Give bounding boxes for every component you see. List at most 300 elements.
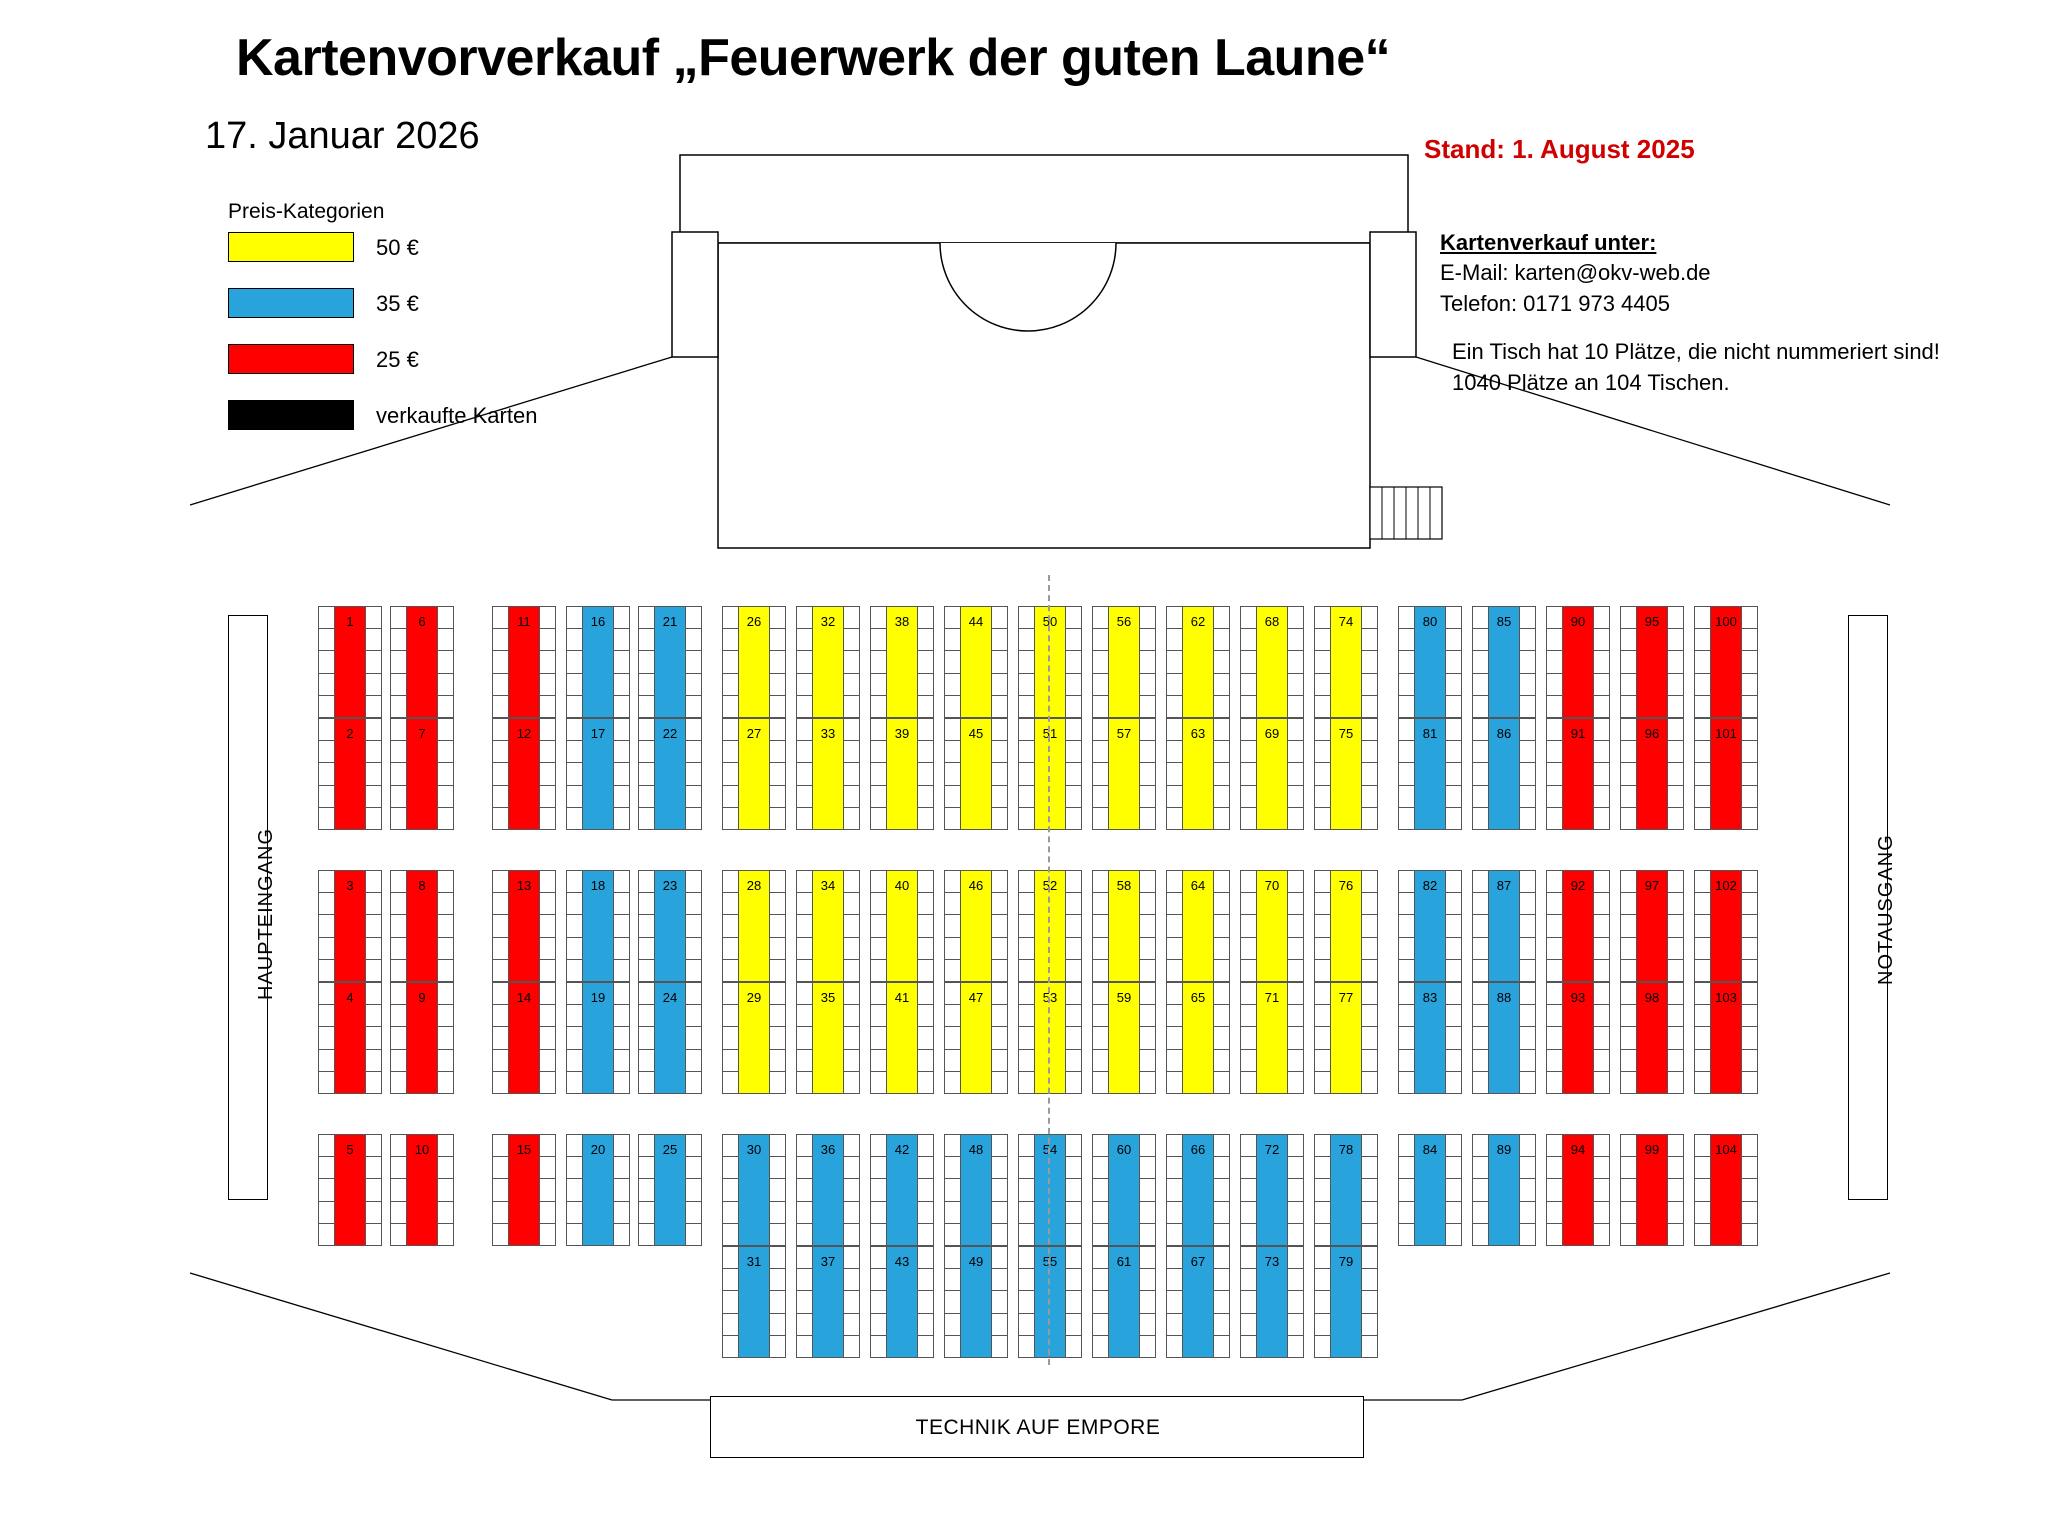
seat-cell[interactable] (1288, 808, 1303, 829)
seat-cell[interactable] (1241, 763, 1256, 785)
seat-cell[interactable] (391, 763, 406, 785)
table-unit[interactable] (638, 982, 702, 1094)
table-unit[interactable] (1472, 870, 1536, 982)
table-body[interactable] (1034, 871, 1065, 981)
seat-cell[interactable] (1093, 1050, 1108, 1072)
seat-cell[interactable] (1019, 719, 1034, 741)
table-unit[interactable] (1018, 1246, 1082, 1358)
table-unit[interactable] (870, 718, 934, 830)
table-unit[interactable] (870, 982, 934, 1094)
seat-cell[interactable] (319, 871, 334, 893)
seat-cell[interactable] (844, 1336, 859, 1357)
table-body[interactable] (582, 871, 613, 981)
seat-cell[interactable] (1520, 1005, 1535, 1027)
table-body[interactable] (406, 607, 437, 717)
seat-cell[interactable] (1241, 1135, 1256, 1157)
table-unit[interactable] (1018, 606, 1082, 718)
table-body[interactable] (886, 983, 917, 1093)
seat-cell[interactable] (1695, 651, 1710, 673)
seat-cell[interactable] (540, 1179, 555, 1201)
table-unit[interactable] (390, 870, 454, 982)
table-unit[interactable] (566, 982, 630, 1094)
seat-cell[interactable] (723, 1050, 738, 1072)
table-body[interactable] (1562, 983, 1593, 1093)
seat-cell[interactable] (1140, 893, 1155, 915)
seat-cell[interactable] (1362, 1005, 1377, 1027)
seat-cell[interactable] (366, 719, 381, 741)
seat-cell[interactable] (1621, 674, 1636, 696)
seat-cell[interactable] (493, 808, 508, 829)
seat-cell[interactable] (992, 741, 1007, 763)
seat-cell[interactable] (1019, 1135, 1034, 1157)
seat-cell[interactable] (945, 871, 960, 893)
seat-cell[interactable] (871, 915, 886, 937)
seat-cell[interactable] (319, 763, 334, 785)
seat-cell[interactable] (992, 983, 1007, 1005)
seat-cell[interactable] (1399, 871, 1414, 893)
seat-cell[interactable] (1594, 915, 1609, 937)
seat-cell[interactable] (1167, 1269, 1182, 1291)
seat-cell[interactable] (1214, 696, 1229, 717)
seat-cell[interactable] (614, 741, 629, 763)
seat-cell[interactable] (1668, 1157, 1683, 1179)
seat-cell[interactable] (493, 1202, 508, 1224)
seat-cell[interactable] (366, 763, 381, 785)
seat-cell[interactable] (1399, 674, 1414, 696)
seat-cell[interactable] (871, 871, 886, 893)
seat-cell[interactable] (639, 696, 654, 717)
seat-cell[interactable] (1315, 1291, 1330, 1313)
seat-cell[interactable] (1362, 1202, 1377, 1224)
seat-cell[interactable] (1520, 763, 1535, 785)
seat-cell[interactable] (391, 1027, 406, 1049)
table-unit[interactable] (390, 1134, 454, 1246)
seat-cell[interactable] (1742, 893, 1757, 915)
seat-cell[interactable] (438, 1050, 453, 1072)
table-unit[interactable] (722, 606, 786, 718)
seat-cell[interactable] (438, 1027, 453, 1049)
seat-cell[interactable] (871, 674, 886, 696)
seat-cell[interactable] (723, 1269, 738, 1291)
seat-cell[interactable] (844, 1314, 859, 1336)
table-unit[interactable] (1240, 1134, 1304, 1246)
table-unit[interactable] (318, 982, 382, 1094)
seat-cell[interactable] (1241, 651, 1256, 673)
seat-cell[interactable] (871, 1050, 886, 1072)
table-body[interactable] (508, 607, 539, 717)
table-body[interactable] (960, 871, 991, 981)
table-unit[interactable] (566, 1134, 630, 1246)
seat-cell[interactable] (1315, 915, 1330, 937)
seat-cell[interactable] (366, 960, 381, 981)
seat-cell[interactable] (1167, 1247, 1182, 1269)
seat-cell[interactable] (493, 1005, 508, 1027)
seat-cell[interactable] (1742, 1027, 1757, 1049)
seat-cell[interactable] (1695, 629, 1710, 651)
seat-cell[interactable] (1362, 1336, 1377, 1357)
seat-cell[interactable] (1214, 1202, 1229, 1224)
seat-cell[interactable] (639, 1135, 654, 1157)
seat-cell[interactable] (1547, 960, 1562, 981)
seat-cell[interactable] (871, 983, 886, 1005)
seat-cell[interactable] (723, 1291, 738, 1313)
seat-cell[interactable] (1167, 808, 1182, 829)
seat-cell[interactable] (1594, 1050, 1609, 1072)
seat-cell[interactable] (1214, 629, 1229, 651)
seat-cell[interactable] (438, 1072, 453, 1093)
table-unit[interactable] (390, 606, 454, 718)
seat-cell[interactable] (391, 1157, 406, 1179)
seat-cell[interactable] (1019, 983, 1034, 1005)
seat-cell[interactable] (1473, 741, 1488, 763)
seat-cell[interactable] (319, 741, 334, 763)
seat-cell[interactable] (493, 1027, 508, 1049)
table-unit[interactable] (722, 982, 786, 1094)
seat-cell[interactable] (1066, 1135, 1081, 1157)
seat-cell[interactable] (918, 1247, 933, 1269)
seat-cell[interactable] (1288, 1247, 1303, 1269)
table-body[interactable] (812, 1135, 843, 1245)
seat-cell[interactable] (1288, 1269, 1303, 1291)
seat-cell[interactable] (723, 1336, 738, 1357)
seat-cell[interactable] (1315, 1157, 1330, 1179)
seat-cell[interactable] (844, 1157, 859, 1179)
seat-cell[interactable] (1140, 1247, 1155, 1269)
seat-cell[interactable] (1167, 696, 1182, 717)
seat-cell[interactable] (871, 786, 886, 808)
seat-cell[interactable] (1066, 674, 1081, 696)
table-unit[interactable] (1092, 1134, 1156, 1246)
seat-cell[interactable] (1742, 674, 1757, 696)
seat-cell[interactable] (639, 1224, 654, 1245)
seat-cell[interactable] (567, 651, 582, 673)
seat-cell[interactable] (319, 938, 334, 960)
seat-cell[interactable] (639, 983, 654, 1005)
seat-cell[interactable] (366, 674, 381, 696)
seat-cell[interactable] (844, 1224, 859, 1245)
seat-cell[interactable] (871, 651, 886, 673)
seat-cell[interactable] (1214, 719, 1229, 741)
seat-cell[interactable] (1093, 1027, 1108, 1049)
table-unit[interactable] (722, 870, 786, 982)
table-body[interactable] (654, 983, 685, 1093)
seat-cell[interactable] (1547, 607, 1562, 629)
seat-cell[interactable] (723, 719, 738, 741)
table-unit[interactable] (492, 870, 556, 982)
table-body[interactable] (886, 1135, 917, 1245)
seat-cell[interactable] (1473, 1179, 1488, 1201)
table-unit[interactable] (796, 1246, 860, 1358)
seat-cell[interactable] (1399, 1005, 1414, 1027)
seat-cell[interactable] (1621, 893, 1636, 915)
table-body[interactable] (334, 719, 365, 829)
table-body[interactable] (1488, 871, 1519, 981)
seat-cell[interactable] (1315, 1135, 1330, 1157)
seat-cell[interactable] (1315, 607, 1330, 629)
seat-cell[interactable] (686, 1224, 701, 1245)
seat-cell[interactable] (992, 893, 1007, 915)
seat-cell[interactable] (1167, 1157, 1182, 1179)
table-body[interactable] (1488, 983, 1519, 1093)
seat-cell[interactable] (871, 629, 886, 651)
seat-cell[interactable] (567, 629, 582, 651)
seat-cell[interactable] (871, 938, 886, 960)
seat-cell[interactable] (1520, 1202, 1535, 1224)
table-body[interactable] (1182, 983, 1213, 1093)
seat-cell[interactable] (1473, 696, 1488, 717)
seat-cell[interactable] (493, 893, 508, 915)
seat-cell[interactable] (1621, 1179, 1636, 1201)
seat-cell[interactable] (871, 808, 886, 829)
seat-cell[interactable] (797, 1050, 812, 1072)
seat-cell[interactable] (639, 893, 654, 915)
seat-cell[interactable] (1241, 983, 1256, 1005)
table-body[interactable] (1488, 719, 1519, 829)
seat-cell[interactable] (797, 1314, 812, 1336)
seat-cell[interactable] (1594, 741, 1609, 763)
seat-cell[interactable] (1695, 1027, 1710, 1049)
seat-cell[interactable] (1362, 651, 1377, 673)
seat-cell[interactable] (945, 696, 960, 717)
seat-cell[interactable] (1547, 1179, 1562, 1201)
seat-cell[interactable] (770, 786, 785, 808)
seat-cell[interactable] (493, 960, 508, 981)
seat-cell[interactable] (1167, 983, 1182, 1005)
seat-cell[interactable] (614, 1027, 629, 1049)
seat-cell[interactable] (1399, 938, 1414, 960)
seat-cell[interactable] (797, 696, 812, 717)
seat-cell[interactable] (1362, 763, 1377, 785)
seat-cell[interactable] (871, 1157, 886, 1179)
table-unit[interactable] (492, 718, 556, 830)
seat-cell[interactable] (918, 893, 933, 915)
seat-cell[interactable] (1315, 1336, 1330, 1357)
seat-cell[interactable] (918, 983, 933, 1005)
seat-cell[interactable] (945, 893, 960, 915)
seat-cell[interactable] (1093, 1179, 1108, 1201)
seat-cell[interactable] (1621, 719, 1636, 741)
seat-cell[interactable] (1547, 1202, 1562, 1224)
table-body[interactable] (1414, 719, 1445, 829)
seat-cell[interactable] (319, 607, 334, 629)
table-body[interactable] (1636, 871, 1667, 981)
table-unit[interactable] (1472, 606, 1536, 718)
seat-cell[interactable] (918, 938, 933, 960)
table-unit[interactable] (944, 982, 1008, 1094)
seat-cell[interactable] (540, 938, 555, 960)
seat-cell[interactable] (1241, 696, 1256, 717)
seat-cell[interactable] (1140, 1072, 1155, 1093)
seat-cell[interactable] (797, 1224, 812, 1245)
seat-cell[interactable] (493, 629, 508, 651)
seat-cell[interactable] (540, 1202, 555, 1224)
table-unit[interactable] (1694, 606, 1758, 718)
seat-cell[interactable] (1066, 938, 1081, 960)
seat-cell[interactable] (391, 741, 406, 763)
seat-cell[interactable] (1695, 960, 1710, 981)
seat-cell[interactable] (945, 960, 960, 981)
table-body[interactable] (1414, 1135, 1445, 1245)
seat-cell[interactable] (1668, 1202, 1683, 1224)
seat-cell[interactable] (1399, 808, 1414, 829)
seat-cell[interactable] (567, 808, 582, 829)
seat-cell[interactable] (918, 719, 933, 741)
table-body[interactable] (1034, 983, 1065, 1093)
seat-cell[interactable] (567, 960, 582, 981)
seat-cell[interactable] (1019, 1247, 1034, 1269)
seat-cell[interactable] (770, 719, 785, 741)
seat-cell[interactable] (1066, 1202, 1081, 1224)
seat-cell[interactable] (1520, 960, 1535, 981)
table-body[interactable] (812, 983, 843, 1093)
seat-cell[interactable] (992, 719, 1007, 741)
seat-cell[interactable] (1594, 696, 1609, 717)
table-unit[interactable] (1018, 982, 1082, 1094)
seat-cell[interactable] (1399, 1072, 1414, 1093)
seat-cell[interactable] (1668, 938, 1683, 960)
seat-cell[interactable] (438, 1202, 453, 1224)
seat-cell[interactable] (1742, 1050, 1757, 1072)
seat-cell[interactable] (1594, 938, 1609, 960)
seat-cell[interactable] (844, 651, 859, 673)
seat-cell[interactable] (540, 1072, 555, 1093)
table-unit[interactable] (1314, 718, 1378, 830)
seat-cell[interactable] (1547, 629, 1562, 651)
seat-cell[interactable] (1668, 871, 1683, 893)
seat-cell[interactable] (1140, 763, 1155, 785)
seat-cell[interactable] (945, 651, 960, 673)
seat-cell[interactable] (438, 741, 453, 763)
seat-cell[interactable] (567, 1050, 582, 1072)
seat-cell[interactable] (1140, 696, 1155, 717)
table-unit[interactable] (1092, 982, 1156, 1094)
seat-cell[interactable] (918, 1005, 933, 1027)
seat-cell[interactable] (1362, 1314, 1377, 1336)
seat-cell[interactable] (992, 1247, 1007, 1269)
table-body[interactable] (886, 871, 917, 981)
seat-cell[interactable] (1167, 1179, 1182, 1201)
seat-cell[interactable] (1695, 983, 1710, 1005)
seat-cell[interactable] (1140, 1291, 1155, 1313)
seat-cell[interactable] (1214, 1224, 1229, 1245)
seat-cell[interactable] (438, 674, 453, 696)
seat-cell[interactable] (1362, 1050, 1377, 1072)
seat-cell[interactable] (1399, 1202, 1414, 1224)
seat-cell[interactable] (1093, 651, 1108, 673)
table-body[interactable] (582, 719, 613, 829)
seat-cell[interactable] (1399, 1179, 1414, 1201)
seat-cell[interactable] (614, 607, 629, 629)
table-body[interactable] (738, 607, 769, 717)
seat-cell[interactable] (1399, 763, 1414, 785)
seat-cell[interactable] (1066, 960, 1081, 981)
seat-cell[interactable] (1621, 1157, 1636, 1179)
seat-cell[interactable] (686, 808, 701, 829)
seat-cell[interactable] (493, 871, 508, 893)
seat-cell[interactable] (945, 674, 960, 696)
seat-cell[interactable] (1093, 1135, 1108, 1157)
seat-cell[interactable] (723, 938, 738, 960)
seat-cell[interactable] (797, 1336, 812, 1357)
seat-cell[interactable] (391, 938, 406, 960)
seat-cell[interactable] (1520, 893, 1535, 915)
seat-cell[interactable] (1019, 1202, 1034, 1224)
seat-cell[interactable] (614, 719, 629, 741)
seat-cell[interactable] (319, 1157, 334, 1179)
seat-cell[interactable] (1742, 808, 1757, 829)
seat-cell[interactable] (1288, 1179, 1303, 1201)
seat-cell[interactable] (1093, 893, 1108, 915)
seat-cell[interactable] (1473, 1072, 1488, 1093)
seat-cell[interactable] (945, 938, 960, 960)
seat-cell[interactable] (438, 938, 453, 960)
seat-cell[interactable] (1695, 696, 1710, 717)
seat-cell[interactable] (391, 960, 406, 981)
seat-cell[interactable] (1214, 983, 1229, 1005)
seat-cell[interactable] (1399, 607, 1414, 629)
seat-cell[interactable] (1315, 960, 1330, 981)
seat-cell[interactable] (918, 607, 933, 629)
seat-cell[interactable] (1241, 1072, 1256, 1093)
seat-cell[interactable] (1621, 808, 1636, 829)
seat-cell[interactable] (918, 1157, 933, 1179)
seat-cell[interactable] (493, 983, 508, 1005)
seat-cell[interactable] (992, 1291, 1007, 1313)
seat-cell[interactable] (1019, 808, 1034, 829)
seat-cell[interactable] (1621, 1072, 1636, 1093)
seat-cell[interactable] (723, 1027, 738, 1049)
seat-cell[interactable] (1066, 719, 1081, 741)
table-body[interactable] (1108, 719, 1139, 829)
table-body[interactable] (1182, 871, 1213, 981)
seat-cell[interactable] (1167, 674, 1182, 696)
seat-cell[interactable] (1019, 1224, 1034, 1245)
seat-cell[interactable] (614, 1005, 629, 1027)
seat-cell[interactable] (1362, 607, 1377, 629)
seat-cell[interactable] (1695, 808, 1710, 829)
seat-cell[interactable] (797, 915, 812, 937)
seat-cell[interactable] (567, 719, 582, 741)
seat-cell[interactable] (493, 696, 508, 717)
seat-cell[interactable] (918, 741, 933, 763)
seat-cell[interactable] (1446, 763, 1461, 785)
table-unit[interactable] (944, 1246, 1008, 1358)
seat-cell[interactable] (319, 651, 334, 673)
table-body[interactable] (582, 983, 613, 1093)
seat-cell[interactable] (992, 915, 1007, 937)
seat-cell[interactable] (992, 1202, 1007, 1224)
seat-cell[interactable] (319, 1135, 334, 1157)
seat-cell[interactable] (723, 651, 738, 673)
seat-cell[interactable] (1019, 938, 1034, 960)
table-unit[interactable] (1620, 718, 1684, 830)
seat-cell[interactable] (1140, 1005, 1155, 1027)
seat-cell[interactable] (366, 1027, 381, 1049)
seat-cell[interactable] (1167, 607, 1182, 629)
seat-cell[interactable] (992, 1135, 1007, 1157)
seat-cell[interactable] (1362, 1291, 1377, 1313)
seat-cell[interactable] (1066, 786, 1081, 808)
seat-cell[interactable] (1446, 674, 1461, 696)
table-unit[interactable] (796, 870, 860, 982)
seat-cell[interactable] (1167, 763, 1182, 785)
seat-cell[interactable] (438, 1179, 453, 1201)
seat-cell[interactable] (1520, 1157, 1535, 1179)
seat-cell[interactable] (992, 763, 1007, 785)
seat-cell[interactable] (1742, 786, 1757, 808)
seat-cell[interactable] (1695, 1050, 1710, 1072)
seat-cell[interactable] (1167, 960, 1182, 981)
